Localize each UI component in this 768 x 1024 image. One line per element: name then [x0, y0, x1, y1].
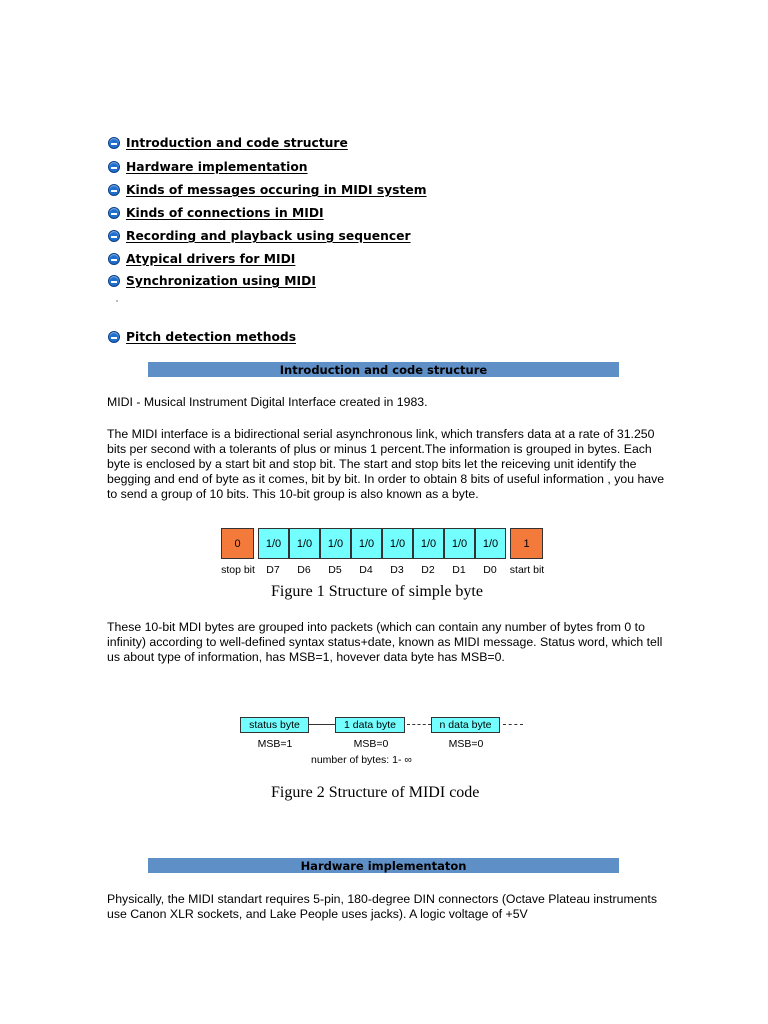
nav-item-messages[interactable]: [108, 181, 427, 199]
nav-item-introduction[interactable]: [108, 134, 348, 152]
nav-link-hardware[interactable]: Hardware implementation: [126, 160, 308, 174]
nav-item-recording[interactable]: [108, 227, 411, 245]
nav-link-messages[interactable]: Kinds of messages occuring in MIDI system: [126, 183, 427, 197]
paragraph-interface-description: The MIDI interface is a bidirectional serial asynchronous link, which transfers data at a rate of 31.250 bits per second with a tolerants of plus or minus 1 percent.The information is grouped in bytes. Each byte is enclosed by a start bit and stop bit. The start and stop bits let the reiceving unit identify the begging and end of byte as it comes, bit by bit. In order to obtain 8 bits of useful information , you have to send a group of 10 bits. This 10-bit group is also known as a byte.: [107, 427, 665, 501]
bit-cell-d7: 1/0: [258, 528, 289, 559]
bit-label-d4: D4: [359, 564, 373, 576]
nav-link-recording[interactable]: Recording and playback using sequencer: [126, 229, 411, 243]
bit-label-start: start bit: [509, 564, 545, 576]
bit-label-d0: D0: [483, 564, 497, 576]
bit-label-d7: D7: [266, 564, 280, 576]
figure-2-caption: Figure 2 Structure of MIDI code: [271, 784, 480, 801]
connector-dashed-line: [407, 724, 431, 725]
arrow-bullet-icon: [108, 275, 120, 287]
nav-item-drivers[interactable]: [108, 250, 295, 268]
continuation-dashed-line: [503, 724, 523, 725]
nav-link-introduction[interactable]: Introduction and code structure: [126, 136, 348, 150]
bit-label-d1: D1: [452, 564, 466, 576]
stray-dot: [116, 300, 118, 302]
arrow-bullet-icon: [108, 184, 120, 196]
bit-label-d6: D6: [297, 564, 311, 576]
byte-count-label: number of bytes: 1- ∞: [311, 754, 412, 766]
arrow-bullet-icon: [108, 137, 120, 149]
figure-1-caption: Figure 1 Structure of simple byte: [271, 583, 483, 600]
connector-line: [309, 724, 335, 725]
nav-link-synchronization[interactable]: Synchronization using MIDI: [126, 274, 316, 288]
nav-link-connections[interactable]: Kinds of connections in MIDI: [126, 206, 324, 220]
arrow-bullet-icon: [108, 253, 120, 265]
nav-item-synchronization[interactable]: [108, 272, 316, 290]
bit-cell-d1: 1/0: [444, 528, 475, 559]
paragraph-midi-definition: MIDI - Musical Instrument Digital Interface created in 1983.: [107, 395, 428, 409]
msb-label-nth-data: MSB=0: [448, 738, 484, 750]
msb-label-status: MSB=1: [257, 738, 293, 750]
msb-label-first-data: MSB=0: [353, 738, 389, 750]
nav-item-connections[interactable]: [108, 204, 324, 222]
bit-label-d5: D5: [328, 564, 342, 576]
nav-link-drivers[interactable]: Atypical drivers for MIDI: [126, 252, 296, 266]
nth-data-byte-box: n data byte: [431, 717, 500, 733]
bit-label-stop: stop bit: [221, 564, 255, 576]
arrow-bullet-icon: [108, 230, 120, 242]
bit-cell-d2: 1/0: [413, 528, 444, 559]
bit-cell-d5: 1/0: [320, 528, 351, 559]
section-header-hardware: Hardware implementaton: [148, 858, 619, 873]
bit-label-d2: D2: [421, 564, 435, 576]
arrow-bullet-icon: [108, 161, 120, 173]
arrow-bullet-icon: [108, 331, 120, 343]
bit-cell-d3: 1/0: [382, 528, 413, 559]
bit-cell-d6: 1/0: [289, 528, 320, 559]
status-byte-box: status byte: [240, 717, 309, 733]
bit-cell-d0: 1/0: [475, 528, 506, 559]
nav-link-pitch[interactable]: Pitch detection methods: [126, 330, 297, 344]
bit-label-d3: D3: [390, 564, 404, 576]
first-data-byte-box: 1 data byte: [335, 717, 405, 733]
bit-cell-d4: 1/0: [351, 528, 382, 559]
bit-cell-start: 1: [510, 528, 543, 559]
arrow-bullet-icon: [108, 207, 120, 219]
paragraph-packets: These 10-bit MDI bytes are grouped into packets (which can contain any number of bytes from 0 to infinity) according to well-defined syntax status+date, known as MIDI message. Status word, which tell us about type of information, has MSB=1, hovever data byte has MSB=0.: [107, 620, 663, 664]
bit-cell-stop: 0: [221, 528, 254, 559]
section-header-introduction: Introduction and code structure: [148, 362, 619, 377]
paragraph-hardware: Physically, the MIDI standart requires 5-pin, 180-degree DIN connectors (Octave Plateau instruments use Canon XLR sockets, and Lake People uses jacks). A logic voltage of +5V: [107, 892, 657, 921]
nav-item-pitch[interactable]: [108, 328, 296, 346]
nav-item-hardware[interactable]: [108, 158, 308, 176]
